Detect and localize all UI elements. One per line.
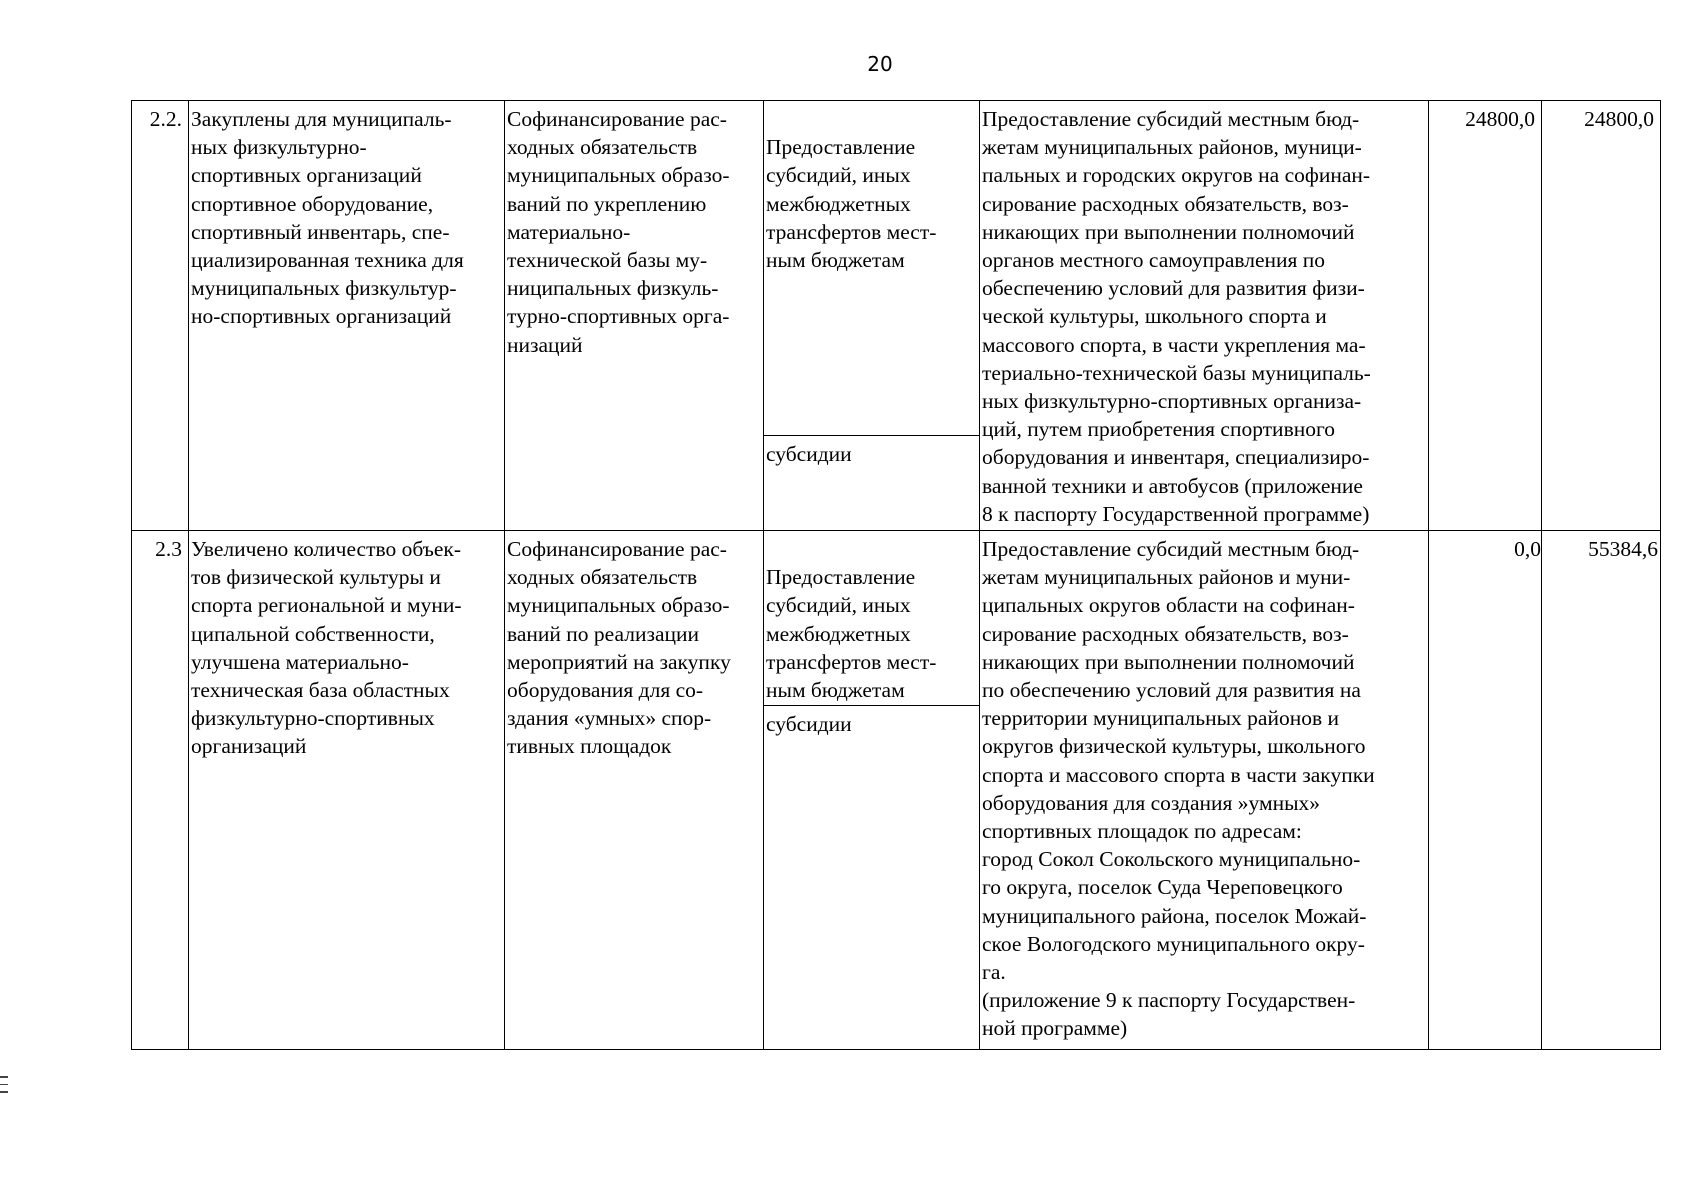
description-cell: Предоставление субсидий местным бюд- жетам муниципальных районов и муни- ципальных округов области на софинан- сирование расходных обязательств, воз- никающих при выполнении полномочий по обеспечению условий для развития на территории муниципальных районов и округов физической культуры, школьного спорта и массового спорта в части закупки оборудования для создания »умных» спортивных площадок по адресам: город Сокол Сокольского муниципально- го округа, поселок Суда Череповецкого муниципального района, поселок Можай- ское Вологодского муниципального окру- га. (приложение 9 к паспорту Государствен- ной программе) <box>980 531 1429 1050</box>
type-sub: субсидии <box>766 442 852 467</box>
program-table <box>131 100 1661 1050</box>
type-sub: субсидии <box>766 712 852 737</box>
table-row <box>132 531 1661 1050</box>
margin-mark <box>0 1076 8 1096</box>
type-main: Предоставление субсидий, иных межбюджетных трансфертов мест- ным бюджетам <box>764 129 979 436</box>
value-cell-2: 24800,0 <box>1542 101 1661 531</box>
activity-cell: Софинансирование рас- ходных обязательств муниципальных образо- ваний по укреплению материально- технической базы му- ниципальных физкуль- турно-спортивных орга- низаций <box>505 101 764 531</box>
row-number: 2.2. <box>132 101 189 531</box>
value-cell-1: 0,0 <box>1429 531 1542 1050</box>
type-cell <box>764 101 980 531</box>
type-main: Предоставление субсидий, иных межбюджетных трансфертов мест- ным бюджетам <box>764 559 979 706</box>
type-cell <box>764 531 980 1050</box>
value-cell-1: 24800,0 <box>1429 101 1542 531</box>
result-cell: Закуплены для муниципаль- ных физкультурно- спортивных организаций спортивное оборудование, спортивный инвентарь, спе- циализированная техника для муниципальных физкультур- но-спортивных организаций <box>189 101 505 531</box>
description-cell: Предоставление субсидий местным бюд- жетам муниципальных районов, муници- пальных и городских округов на софинан- сирование расходных обязательств, воз- никающих при выполнении полномочий органов местного самоуправления по обеспечению условий для развития физи- ческой культуры, школьного спорта и массового спорта, в части укрепления ма- териально-технической базы муниципаль- ных физкультурно-спортивных организа- ций, путем приобретения спортивного оборудования и инвентаря, специализиро- ванной техники и автобусов (приложение 8 к паспорту Государственной программе) <box>980 101 1429 531</box>
result-cell: Увеличено количество объек- тов физической культуры и спорта региональной и муни- ципальной собственности, улучшена материально- техническая база областных физкультурно-спортивных организаций <box>189 531 505 1050</box>
value-cell-2: 55384,6 <box>1542 531 1661 1050</box>
activity-cell: Софинансирование рас- ходных обязательств муниципальных образо- ваний по реализации мероприятий на закупку оборудования для со- здания «умных» спор- тивных площадок <box>505 531 764 1050</box>
page-number: 20 <box>867 52 893 76</box>
row-number: 2.3 <box>132 531 189 1050</box>
table-row <box>132 101 1661 531</box>
